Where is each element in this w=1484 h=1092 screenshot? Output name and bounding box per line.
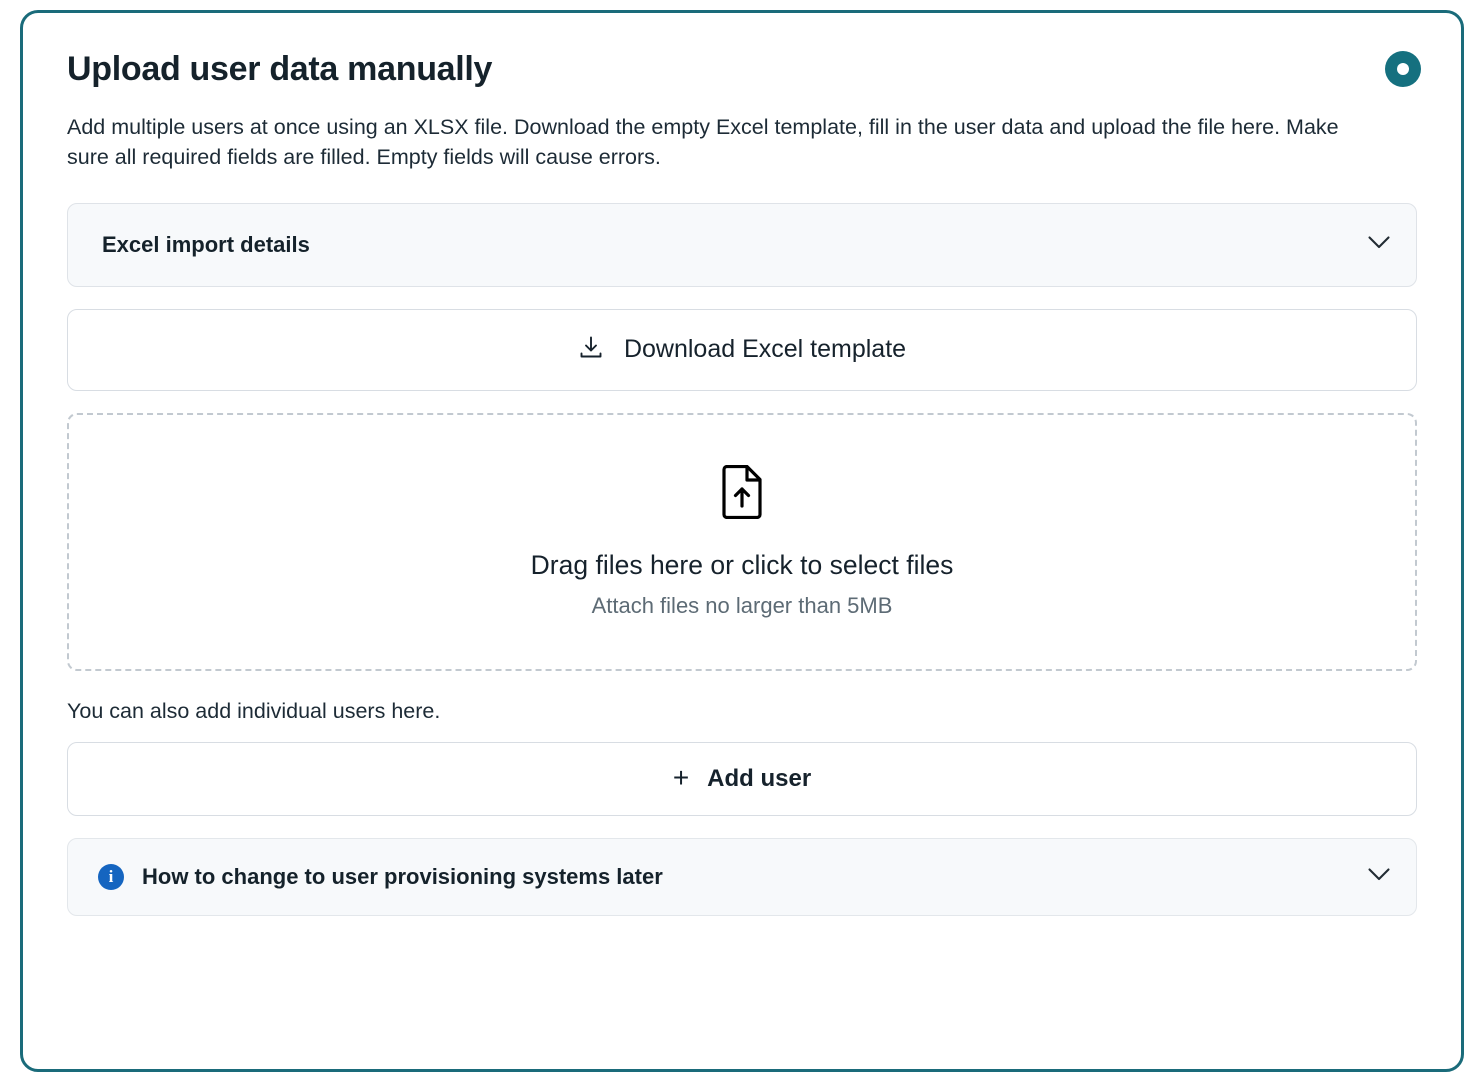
radio-inner-dot	[1397, 63, 1409, 75]
card-content	[23, 13, 1461, 1069]
upload-user-data-card[interactable]	[20, 10, 1464, 1072]
download-icon	[578, 334, 604, 365]
user-provisioning-info-accordion[interactable]	[67, 838, 1417, 916]
add-user-button[interactable]	[67, 742, 1417, 816]
user-provisioning-info-label: How to change to user provisioning systems later	[142, 863, 663, 889]
radio-selected-icon[interactable]	[1385, 51, 1421, 87]
add-user-label: Add user	[707, 764, 812, 792]
dropzone-primary-text: Drag files here or click to select files	[530, 549, 954, 580]
download-excel-template-label: Download Excel template	[623, 335, 907, 364]
file-dropzone[interactable]	[67, 413, 1417, 671]
card-description: Add multiple users at once using an XLSX file. Download the empty Excel template, fill in the user data and upload the file here. Make sure all required fields are filled. Empty fields will cause errors.	[67, 114, 1339, 170]
page-title: Upload user data manually	[67, 50, 493, 88]
dropzone-secondary-text: Attach files no larger than 5MB	[591, 592, 893, 618]
info-accordion-left	[98, 864, 663, 890]
file-upload-icon	[718, 465, 766, 524]
plus-icon: +	[672, 761, 690, 793]
chevron-down-icon	[1368, 868, 1390, 886]
individual-users-hint: You can also add individual users here.	[67, 698, 441, 723]
excel-import-details-accordion[interactable]	[67, 203, 1417, 287]
download-excel-template-button[interactable]	[67, 309, 1417, 391]
chevron-down-icon	[1368, 236, 1390, 254]
excel-import-details-label: Excel import details	[102, 231, 310, 257]
info-icon: i	[98, 864, 124, 890]
